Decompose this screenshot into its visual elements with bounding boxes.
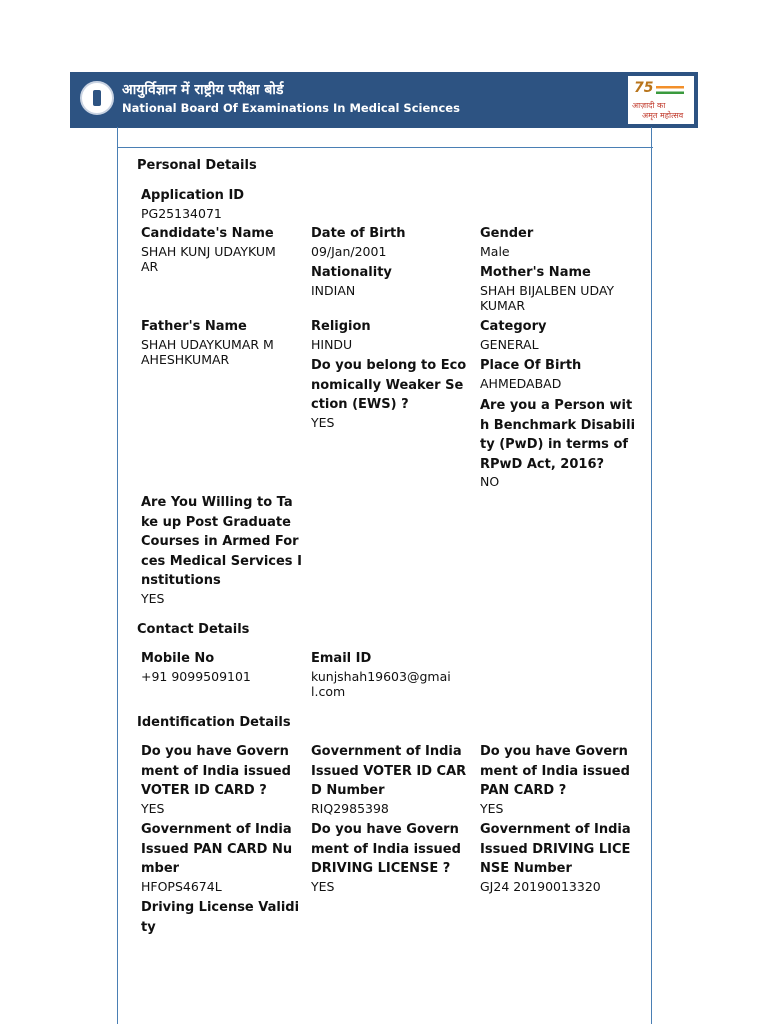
field-label: Are you a Person wit h Benchmark Disabili ty (PwD) in terms of RPwD Act, 2016? (480, 398, 636, 472)
field-label: Religion (311, 319, 371, 334)
field-value: HINDU (311, 336, 353, 352)
field-label: Gender (480, 226, 534, 241)
section-title-identification: Identification Details (137, 715, 291, 730)
field-value: NO (480, 474, 500, 489)
field-mother-name (480, 263, 614, 313)
section-title-contact: Contact Details (137, 622, 250, 637)
header-title-english: National Board Of Examinations In Medical Sciences (122, 101, 460, 115)
field-label: Nationality (311, 265, 392, 280)
field-label: Are You Willing to Ta ke up Post Graduate Courses in Armed For ces Medical Services I nstitutions (141, 495, 302, 588)
field-label: Mother's Name (480, 265, 591, 280)
field-value: INDIAN (311, 282, 356, 298)
field-label: Place Of Birth (480, 358, 582, 373)
field-label: Father's Name (141, 319, 247, 334)
field-label: Application ID (141, 188, 245, 203)
field-label: Do you have Govern ment of India issued DRIVING LICENSE ? (311, 822, 461, 876)
field-value: SHAH BIJALBEN UDAY KUMAR (480, 282, 615, 313)
field-label: Candidate's Name (141, 226, 274, 241)
field-label: Government of India Issued VOTER ID CAR D Number (311, 744, 467, 798)
field-value: kunjshah19603@gmai l.com (311, 668, 451, 699)
field-value: SHAH UDAYKUMAR M AHESHKUMAR (141, 336, 274, 367)
field-value: 09/Jan/2001 (311, 243, 387, 259)
field-email (311, 649, 451, 699)
field-value: AHMEDABAD (480, 375, 562, 391)
field-application-id (141, 186, 244, 221)
nbems-logo-icon (80, 81, 114, 115)
header-title-hindi: आयुर्विज्ञान में राष्ट्रीय परीक्षा बोर्ड (122, 82, 284, 98)
field-value: GJ24 20190013320 (480, 878, 601, 894)
field-value: YES (480, 800, 504, 816)
field-label: Do you have Govern ment of India issued PAN CARD ? (480, 744, 630, 798)
field-value: YES (141, 590, 165, 606)
field-driving-license-number (480, 820, 631, 894)
field-driving-license-validity (141, 898, 299, 937)
field-label: Government of India Issued DRIVING LICE NSE Number (480, 822, 631, 876)
field-label: Do you belong to Eco nomically Weaker Se ction (EWS) ? (311, 358, 467, 412)
site-header (70, 72, 698, 128)
field-category (480, 317, 546, 352)
field-pan-card-question (480, 742, 630, 816)
azadi-ka-amrit-mahotsav-logo: 75 आज़ादी का अमृत महोत्सव (628, 76, 694, 124)
field-value: YES (141, 800, 165, 816)
field-father-name (141, 317, 274, 367)
field-value: SHAH KUNJ UDAYKUM AR (141, 243, 276, 274)
field-ews (311, 356, 466, 430)
field-value: GENERAL (480, 336, 539, 352)
field-label: Date of Birth (311, 226, 406, 241)
field-label: Category (480, 319, 547, 334)
field-value: RIQ2985398 (311, 800, 389, 816)
field-label: Do you have Govern ment of India issued VOTER ID CARD ? (141, 744, 291, 798)
field-religion (311, 317, 371, 352)
field-value: HFOPS4674L (141, 878, 222, 894)
field-armed-forces (141, 493, 302, 606)
field-gender (480, 224, 533, 259)
field-value: YES (311, 414, 335, 430)
field-value: PG25134071 (141, 205, 222, 221)
field-nationality (311, 263, 392, 298)
field-voter-id-number (311, 742, 466, 816)
field-pan-card-number (141, 820, 292, 894)
field-value: YES (311, 878, 335, 894)
field-driving-license-question (311, 820, 461, 894)
field-label: Government of India Issued PAN CARD Nu mber (141, 822, 293, 876)
field-date-of-birth (311, 224, 405, 259)
field-place-of-birth (480, 356, 581, 391)
section-title-personal: Personal Details (137, 158, 257, 173)
field-label: Email ID (311, 651, 372, 666)
field-pwd (480, 396, 635, 489)
field-value: Male (480, 243, 510, 259)
field-label: Mobile No (141, 651, 215, 666)
field-voter-id-question (141, 742, 291, 816)
flag-icon (656, 86, 684, 94)
field-label: Driving License Validi ty (141, 900, 300, 935)
field-candidate-name (141, 224, 276, 274)
field-mobile (141, 649, 251, 684)
field-value: +91 9099509101 (141, 668, 251, 684)
